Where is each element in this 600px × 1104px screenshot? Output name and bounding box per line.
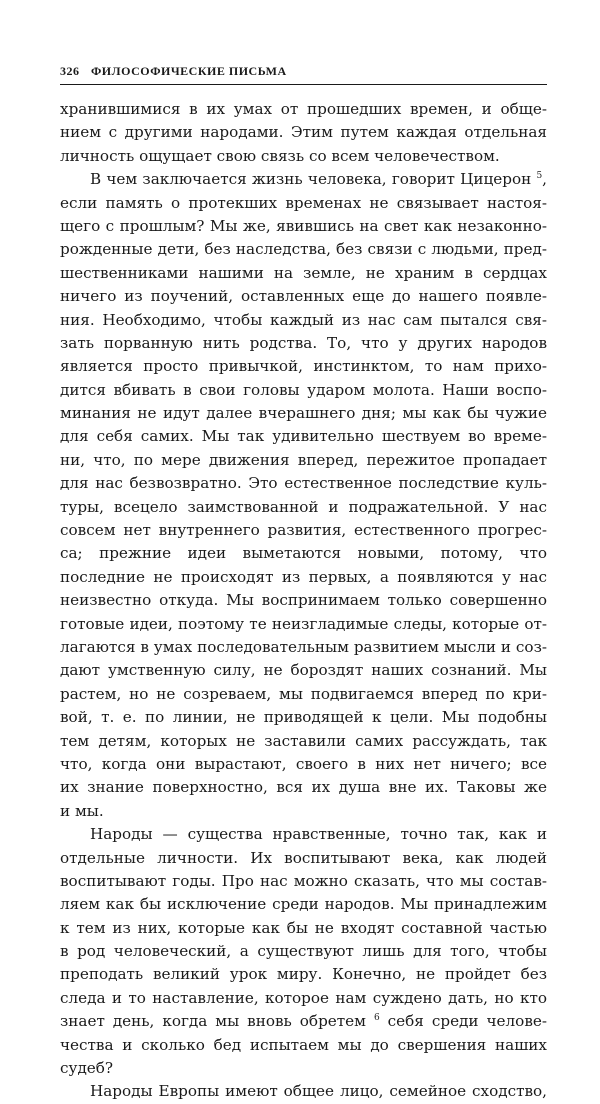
text-line: Народы — существа нравственные, точно так, как и (90, 825, 547, 844)
page-number: 326 (60, 64, 80, 78)
text-line: хранившимися в их умах от прошедших времен, и обще- (60, 100, 547, 118)
text-segment: знает день, когда мы вновь обретем (60, 1012, 366, 1031)
running-title: ФИЛОСОФИЧЕСКИЕ ПИСЬМА (91, 64, 287, 78)
text-line: и мы. (60, 801, 104, 820)
text-segment: В чем заключается жизнь человека, говорит Цицерон (90, 170, 532, 189)
text-line: са; прежние идеи выметаются новыми, потому, что (60, 544, 547, 563)
text-line: к тем из них, которые как бы не входят составной частью (60, 918, 547, 937)
text-line: минания не идут далее вчерашнего дня; мы как бы чужие (60, 404, 547, 423)
text-line: ничего из поучений, оставленных еще до нашего появле- (60, 287, 547, 306)
text-line: воспитывают годы. Про нас можно сказать, что мы состав- (60, 871, 547, 890)
text-line: тем детям, которых не заставили самих рассуждать, так (60, 731, 547, 750)
text-line: чества и сколько бед испытаем мы до свершения наших (60, 1035, 547, 1054)
text-line: судеб? (60, 1059, 114, 1078)
header-rule (60, 84, 547, 85)
text-line: дится вбивать в свои головы ударом молота. Наши воспо- (60, 380, 547, 399)
text-line: вой, т. е. по линии, не приводящей к цели. Мы подобны (60, 708, 547, 727)
text-line: нием с другими народами. Этим путем каждая отдельная (60, 123, 547, 142)
text-line: является просто привычкой, инстинктом, то нам прихо- (60, 357, 547, 376)
text-line: ляем как бы исключение среди народов. Мы принадлежим (60, 895, 547, 914)
text-line: если память о протекших временах не связывает настоя- (60, 193, 547, 212)
text-line: личность ощущает свою связь со всем человечеством. (60, 146, 500, 165)
text-line: их знание поверхностно, вся их душа вне их. Таковы же (60, 778, 547, 797)
footnote-ref-6: 6 (373, 1013, 380, 1024)
text-line: ния. Необходимо, чтобы каждый из нас сам пытался свя- (60, 310, 547, 329)
text-line: неизвестно откуда. Мы воспринимаем только совершенно (60, 591, 547, 610)
text-line: шественниками нашими на земле, не храним в сердцах (60, 263, 547, 282)
text-line: последние не происходят из первых, а появляются у нас (60, 567, 547, 586)
text-line: совсем нет внутреннего развития, естественного прогрес- (60, 521, 547, 540)
text-line: для себя самих. Мы так удивительно шествуем во време- (60, 427, 547, 446)
text-line (60, 1010, 547, 1033)
footnote-ref-5: 5 (536, 171, 543, 182)
text-line: дают умственную силу, не бороздят наших сознаний. Мы (60, 661, 547, 680)
text-line: готовые идеи, поэтому те неизгладимые следы, которые от- (60, 614, 547, 633)
text-line: в род человеческий, а существуют лишь для того, чтобы (60, 942, 547, 961)
text-line: отдельные личности. Их воспитывают века, как людей (60, 848, 547, 867)
text-line: рожденные дети, без наследства, без связи с людьми, пред- (60, 240, 547, 259)
text-line: следа и то наставление, которое нам суждено дать, но кто (60, 988, 547, 1007)
text-line: В чем заключается жизнь человека, говорит Цицерон $^5$, (90, 170, 547, 189)
text-line: ни, что, по мере движения вперед, пережитое пропадает (60, 450, 547, 469)
text-line: преподать великий урок миру. Конечно, не пройдет без (60, 965, 547, 984)
text-line: для нас безвозвратно. Это естественное последствие куль- (60, 474, 547, 493)
text-line: растем, но не созреваем, мы подвигаемся вперед по кри- (60, 684, 547, 703)
text-segment: себя среди челове- (387, 1012, 547, 1031)
text-line: лагаются в умах последовательным развитием мысли и соз- (60, 637, 547, 656)
text-line: щего с прошлым? Мы же, явившись на свет как незаконно- (60, 216, 547, 235)
text-line: зать порванную нить родства. То, что у других народов (60, 333, 547, 352)
text-line: туры, всецело заимствованной и подражательной. У нас (60, 497, 547, 516)
text-line: Народы Европы имеют общее лицо, семейное сходство, (90, 1082, 547, 1101)
text-line: что, когда они вырастают, своего в них нет ничего; все (60, 754, 547, 773)
running-header (60, 64, 547, 80)
text-body (60, 98, 547, 1104)
